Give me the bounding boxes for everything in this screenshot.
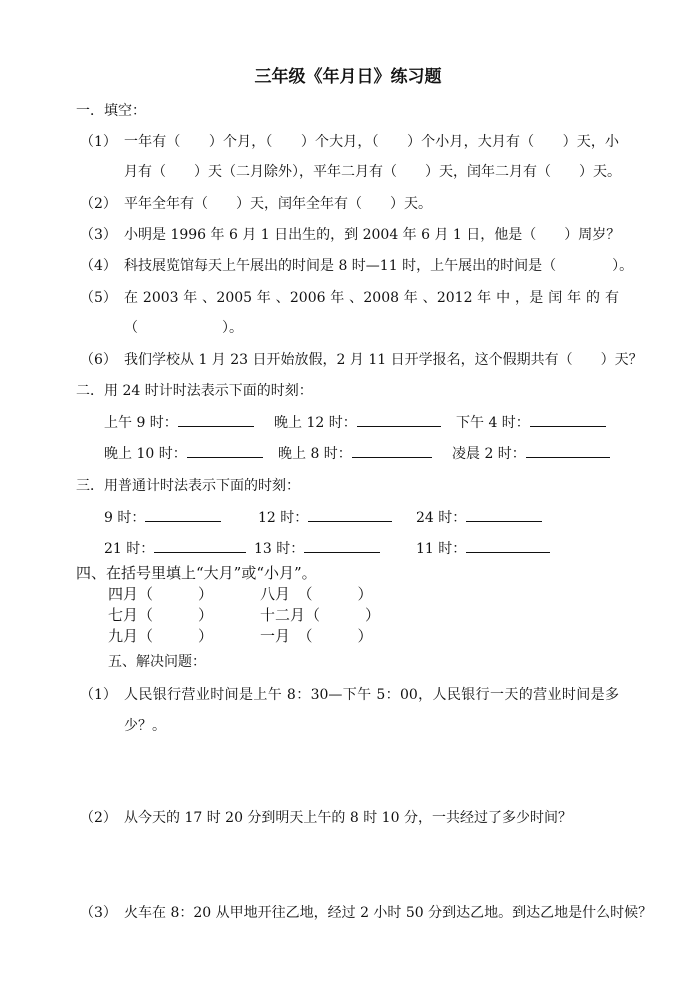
s3-item: 13 时： — [254, 539, 380, 558]
s3-item: 24 时： — [416, 508, 542, 527]
s2-item: 晚上 8 时： — [278, 444, 432, 463]
section-1-heading: 一．填空： — [76, 103, 146, 119]
p2-number: （2） — [80, 810, 117, 826]
q5-number: （5） — [80, 290, 117, 306]
section-2-heading: 二．用 24 时计时法表示下面的时刻： — [76, 383, 313, 399]
q5-line-1: 在 2003 年 、2005 年 、2006 年 、2008 年 、2012 年 中 ，是 闰 年 的 有 — [124, 290, 619, 306]
q1-number: （1） — [80, 134, 117, 150]
p2-text: 从今天的 17 时 20 分到明天上午的 8 时 10 分，一共经过了多少时间？ — [124, 810, 572, 826]
s2-item: 上午 9 时： — [104, 413, 254, 432]
q4-text: 科技展览馆每天上午展出的时间是 8 时—11 时，上午展出的时间是（ ）。 — [124, 258, 634, 274]
p1-line-2: 少？。 — [124, 718, 166, 734]
q6-text: 我们学校从 1 月 23 日开始放假，2 月 11 日开学报名，这个假期共有（ ）天？ — [124, 352, 643, 368]
s4-item: 四月（ ） — [108, 585, 214, 603]
section-4-heading: 四、在括号里填上“大月”或“小月”。 — [76, 564, 317, 582]
q5-line-2: （ ）。 — [124, 320, 243, 336]
p3-number: （3） — [80, 905, 117, 921]
page-title: 三年级《年月日》练习题 — [254, 67, 442, 87]
q3-number: （3） — [80, 227, 117, 243]
q1-line-2: 月有（ ）天（二月除外），平年二月有（ ）天，闰年二月有（ ）天。 — [124, 164, 621, 180]
p3-text: 火车在 8：20 从甲地开往乙地，经过 2 小时 50 分到达乙地。到达乙地是什么时候？ — [124, 905, 653, 921]
q4-number: （4） — [80, 258, 117, 274]
s4-item: 十二月（ ） — [260, 606, 381, 624]
section-5-heading: 五、解决问题： — [108, 654, 206, 670]
s2-item: 晚上 10 时： — [104, 444, 263, 463]
s4-item: 七月（ ） — [108, 606, 214, 624]
s3-item: 12 时： — [258, 508, 392, 527]
s2-item: 晚上 12 时： — [274, 413, 441, 432]
s2-item: 凌晨 2 时： — [452, 444, 610, 463]
p1-line-1: 人民银行营业时间是上午 8：30—下午 5：00，人民银行一天的营业时间是多 — [124, 687, 619, 703]
s3-item: 9 时： — [104, 508, 221, 527]
s4-item: 一月 （ ） — [260, 627, 373, 645]
q6-number: （6） — [80, 352, 117, 368]
s2-item: 下午 4 时： — [456, 413, 606, 432]
p1-number: （1） — [80, 687, 117, 703]
q2-number: （2） — [80, 196, 117, 212]
q3-text: 小明是 1996 年 6 月 1 日出生的，到 2004 年 6 月 1 日，他是（ ）周岁？ — [124, 227, 621, 243]
s4-item: 八月 （ ） — [260, 585, 373, 603]
s3-item: 21 时： — [104, 539, 246, 558]
section-3-heading: 三．用普通计时法表示下面的时刻： — [76, 478, 300, 494]
s3-item: 11 时： — [416, 539, 550, 558]
q2-text: 平年全年有（ ）天，闰年全年有（ ）天。 — [124, 196, 432, 212]
s4-item: 九月（ ） — [108, 627, 214, 645]
q1-line-1: 一年有（ ）个月，（ ）个大月，（ ）个小月，大月有（ ）天，小 — [124, 134, 619, 150]
